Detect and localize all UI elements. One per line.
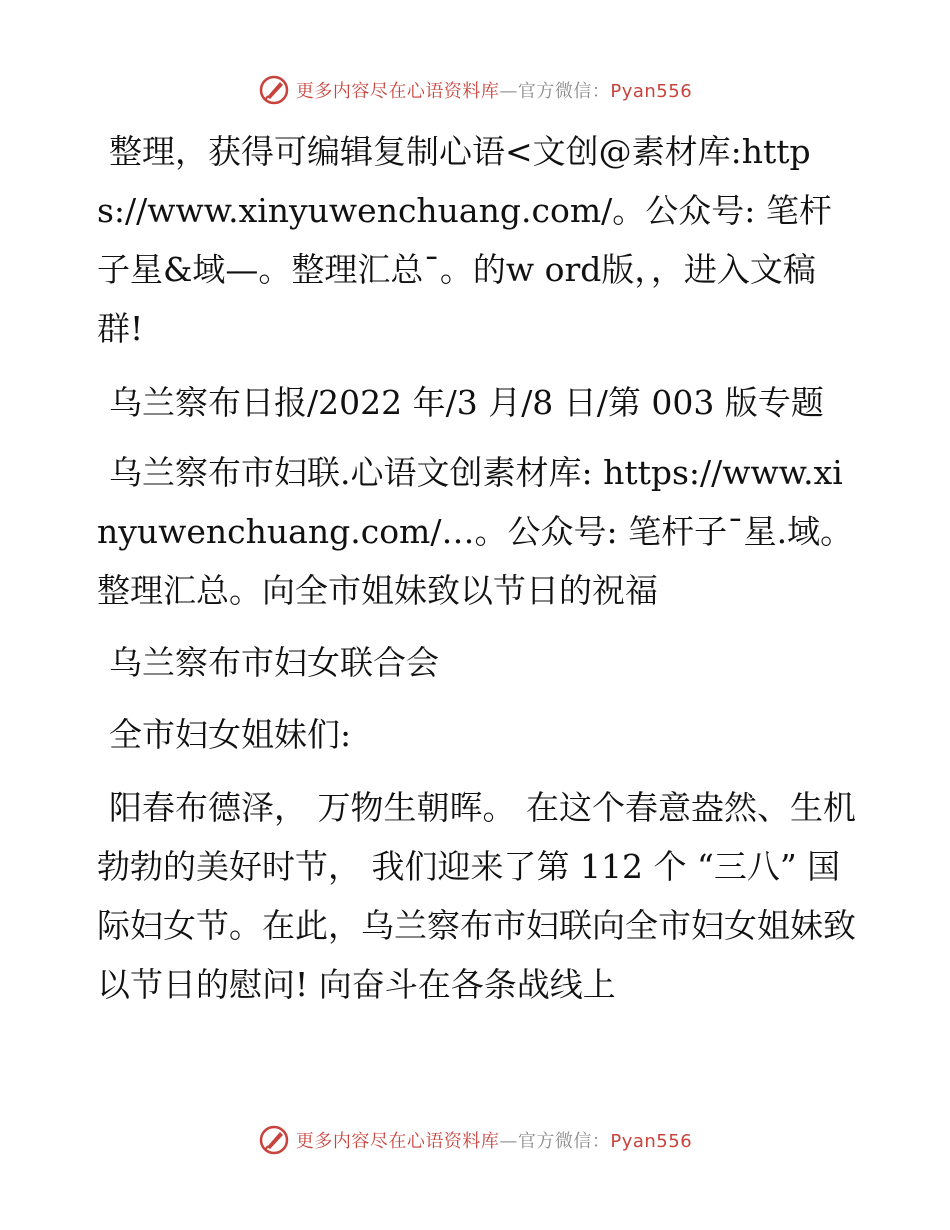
header-banner-handle: Pyan556 [610,81,693,102]
paragraph-title: 乌兰察布市妇联.心语文创素材库: https://www.xinyuwenchuang.com/…。公众号: 笔杆子¯星.域。整理汇总。向全市姐妹致以节日的祝福 [97,453,854,610]
header-banner [0,70,950,110]
footer-banner-text [296,1127,692,1153]
quill-logo-icon [258,1124,290,1156]
header-banner-official-label: 官方微信： [517,81,611,102]
paragraph-intro: 整理，获得可编辑复制心语<文创@素材库:https://www.xinyuwenchuang.com/。公众号: 笔杆子星&域—。整理汇总¯。的w ord版，，进入文稿群! [97,132,832,348]
footer-banner-handle: Pyan556 [610,1131,693,1152]
footer-banner [0,1120,950,1160]
header-banner-main: 更多内容尽在心语资料库 [295,81,500,102]
paragraph-author: 乌兰察布市妇女联合会 [109,643,439,682]
header-banner-text [296,77,692,103]
paragraph-body: 阳春布德泽， 万物生朝晖。 在这个春意盎然、生机勃勃的美好时节， 我们迎来了第 112 个 “三八” 国际妇女节。在此，乌兰察布市妇联向全市妇女姐妹致以节日的慰问! 向奋斗在各条战线上 [97,788,856,1004]
footer-banner-main: 更多内容尽在心语资料库 [295,1131,500,1152]
header-banner-separator: — [499,81,518,102]
paragraph-source: 乌兰察布日报/2022 年/3 月/8 日/第 003 版专题 [109,383,824,422]
document-body [97,122,857,1014]
footer-banner-official-label: 官方微信： [517,1131,611,1152]
footer-banner-separator: — [499,1131,518,1152]
quill-logo-icon [258,74,290,106]
paragraph-salutation: 全市妇女姐妹们: [109,715,352,754]
